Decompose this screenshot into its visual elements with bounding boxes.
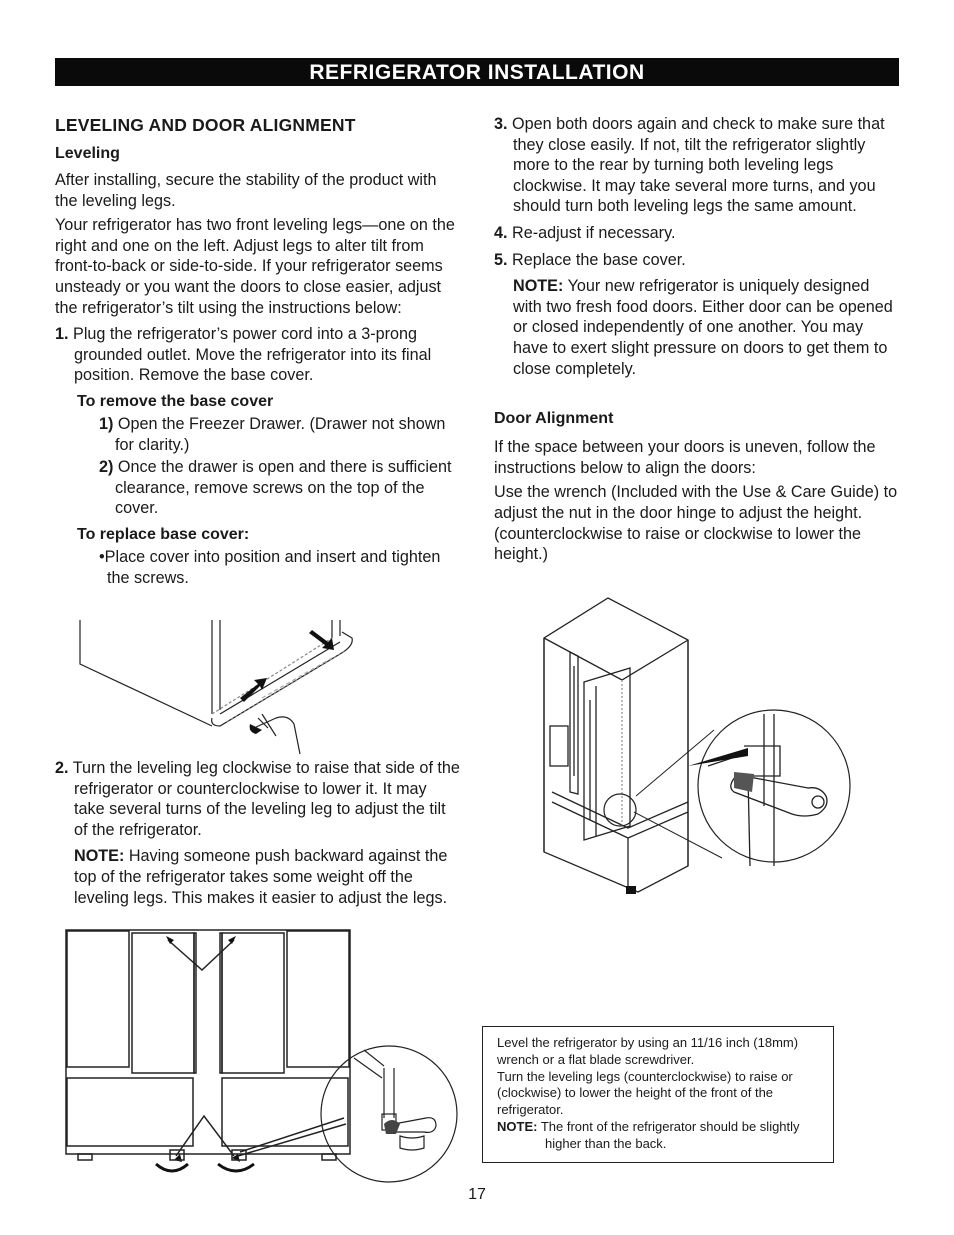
step-4 (494, 223, 900, 244)
step-2 (55, 758, 460, 840)
remove-step-1-number: 1) (99, 414, 114, 433)
leveling-subheading: Leveling (55, 145, 120, 162)
note-label: NOTE: (513, 277, 564, 296)
step-1-number: 1. (55, 325, 69, 344)
leveling-caption-box (482, 1026, 834, 1163)
section-heading: LEVELING AND DOOR ALIGNMENT (55, 115, 356, 135)
remove-step-2-number: 2) (99, 458, 114, 477)
replace-cover-text: Place cover into position and insert and tighten the screws. (104, 547, 441, 587)
caption-line-2: Turn the leveling legs (counterclockwise) to raise or (clockwise) to lower the height of the front of the refrigerator. (497, 1068, 793, 1118)
step-2-text: Turn the leveling leg clockwise to raise that side of the refrigerator or counterclockwise to lower it. It may take several turns of the leveling leg to adjust the tilt of the refrigerator. (72, 759, 460, 839)
step-1 (55, 324, 460, 386)
remove-step-2 (77, 457, 460, 519)
step-2-number: 2. (55, 759, 69, 777)
caption-note (497, 1119, 825, 1153)
door-alignment-illustration (538, 596, 858, 901)
note-doors (494, 276, 900, 379)
right-column (494, 114, 900, 567)
note-label: NOTE: (74, 847, 125, 866)
caption-line-1: Level the refrigerator by using an 11/16 inch (18mm) wrench or a flat blade screwdriver. (497, 1035, 799, 1067)
door-alignment-intro: If the space between your doors is uneven, follow the instructions below to align the doors: (494, 438, 876, 477)
leveling-intro: After installing, secure the stability of the product with the leveling legs. (55, 171, 437, 210)
replace-bullet: • (99, 547, 105, 566)
door-alignment-heading: Door Alignment (494, 410, 614, 428)
note-text: Having someone push backward against the top of the refrigerator takes some weight off the leveling legs. This makes it easier to adjust the legs. (74, 847, 448, 907)
door-alignment-instructions: Use the wrench (Included with the Use & Care Guide) to adjust the nut in the door hinge to adjust the height. (counterclockwise to raise or clockwise to lower the height.) (494, 483, 898, 564)
step-4-number: 4. (494, 223, 508, 242)
leveling-description: Your refrigerator has two front leveling legs—one on the right and one on the left. Adjust legs to alter tilt from front-to-back or side-to-side. If your refrigerator seems unsteady or you want the doors to close easier, adjust the refrigerator’s tilt using the instructions below: (55, 216, 455, 317)
base-cover-illustration (62, 618, 382, 758)
step-5 (494, 250, 900, 271)
left-column (55, 114, 460, 590)
page-number: 17 (468, 1186, 486, 1203)
replace-cover-item (77, 547, 460, 588)
section-banner: REFRIGERATOR INSTALLATION (55, 58, 899, 86)
front-view-illustration (64, 928, 464, 1183)
caption-note-text: The front of the refrigerator should be slightly higher than the back. (540, 1118, 800, 1151)
remove-step-2-text: Once the drawer is open and there is sufficient clearance, remove screws on the top of the cover. (115, 458, 452, 518)
step-3 (494, 114, 900, 217)
left-column-lower (55, 758, 460, 914)
replace-cover-heading: To replace base cover: (77, 525, 250, 543)
note-leveling (55, 846, 460, 908)
step-5-number: 5. (494, 250, 508, 269)
step-4-text: Re-adjust if necessary. (512, 223, 676, 242)
remove-base-cover-block (55, 392, 460, 588)
remove-step-1 (77, 414, 460, 455)
step-1-text: Plug the refrigerator’s power cord into a 3-prong grounded outlet. Move the refrigerator into its final position. Remove the base cover. (73, 325, 432, 385)
caption-note-label: NOTE: (497, 1118, 538, 1134)
remove-cover-heading: To remove the base cover (77, 392, 274, 410)
step-3-number: 3. (494, 115, 508, 133)
remove-step-1-text: Open the Freezer Drawer. (Drawer not shown for clarity.) (115, 414, 446, 454)
step-3-text: Open both doors again and check to make sure that they close easily. If not, tilt the refrigerator slightly more to the rear by turning both leveling legs clockwise. It may take several more turns, and you should turn both leveling legs the same amount. (512, 115, 885, 216)
note-text: Your new refrigerator is uniquely designed with two fresh food doors. Either door can be opened or closed independently of one another. You may have to exert slight pressure on doors to get them to close completely. (513, 277, 893, 378)
step-5-text: Replace the base cover. (512, 250, 686, 269)
